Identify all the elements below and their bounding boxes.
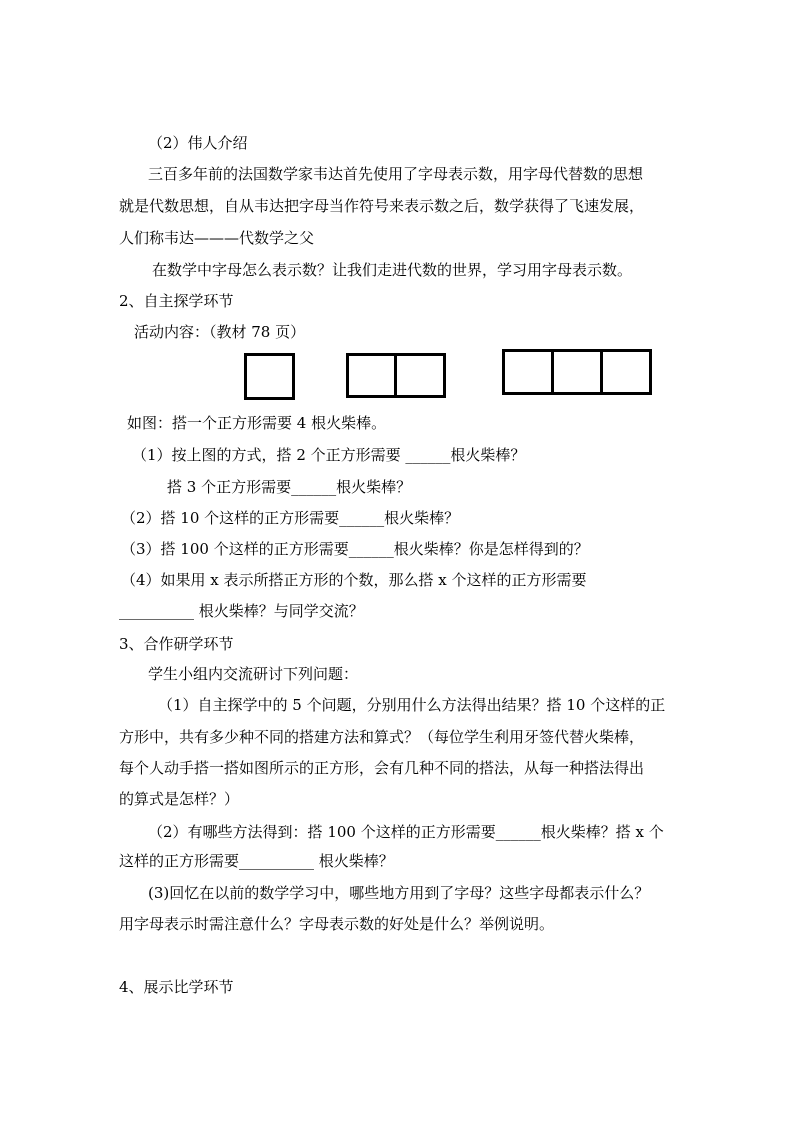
discussion-question-3: (3)回忆在以前的数学学习中，哪些地方用到了字母？这些字母都表示什么？ [148,884,650,902]
discussion-question-2: （2）有哪些方法得到：搭 100 个这样的正方形需要______根火柴棒？搭 x 个 [148,823,664,841]
paragraph-line: 人们称韦达———代数学之父 [119,229,315,247]
figure-one-square [244,353,295,400]
paragraph-line: 就是代数思想，自从韦达把字母当作符号来表示数之后，数学获得了飞速发展， [119,197,645,215]
discussion-question-1: （1）自主探学中的 5 个问题，分别用什么方法得出结果？搭 10 个这样的正 [158,696,666,714]
question-1: （1）按上图的方式，搭 2 个正方形需要 ______根火柴棒？ [132,446,526,464]
figure-three-squares-right [600,349,652,395]
paragraph-line: 这样的正方形需要__________ 根火柴棒？ [119,852,394,870]
figure-three-squares-left [502,349,554,395]
figure-two-squares-left [346,353,397,398]
question-1-sub: 搭 3 个正方形需要______根火柴棒？ [167,478,412,496]
paragraph-line: 的算式是怎样？） [119,790,240,808]
section-heading-great-person: （2）伟人介绍 [148,134,248,152]
paragraph-line: 每个人动手搭一搭如图所示的正方形，会有几种不同的搭法，从每一种搭法得出 [119,759,645,777]
question-4-continued: __________ 根火柴棒？与同学交流？ [119,602,364,620]
paragraph-line: 三百多年前的法国数学家韦达首先使用了字母表示数，用字母代替数的思想 [148,165,644,183]
paragraph-line: 学生小组内交流研讨下列问题： [148,665,359,683]
paragraph-line: 在数学中字母怎么表示数？让我们走进代数的世界，学习用字母表示数。 [152,261,633,279]
figure-caption: 如图：搭一个正方形需要 4 根火柴棒。 [127,414,387,432]
paragraph-line: 方形中，共有多少种不同的搭建方法和算式？（每位学生利用牙签代替火柴棒， [119,728,645,746]
activity-content-label: 活动内容：（教材 78 页） [134,323,306,341]
section-heading-presentation: 4、展示比学环节 [119,978,234,996]
question-4: （4）如果用 x 表示所搭正方形的个数，那么搭 x 个这样的正方形需要 [121,571,587,589]
figure-two-squares-right [394,353,446,398]
section-heading-cooperative-study: 3、合作研学环节 [119,635,234,653]
question-2: （2）搭 10 个这样的正方形需要______根火柴棒？ [121,509,460,527]
question-3: （3）搭 100 个这样的正方形需要______根火柴棒？你是怎样得到的？ [121,540,589,558]
figure-three-squares-middle [551,349,603,395]
section-heading-self-study: 2、自主探学环节 [119,292,234,310]
paragraph-line: 用字母表示时需注意什么？字母表示数的好处是什么？举例说明。 [119,915,555,933]
